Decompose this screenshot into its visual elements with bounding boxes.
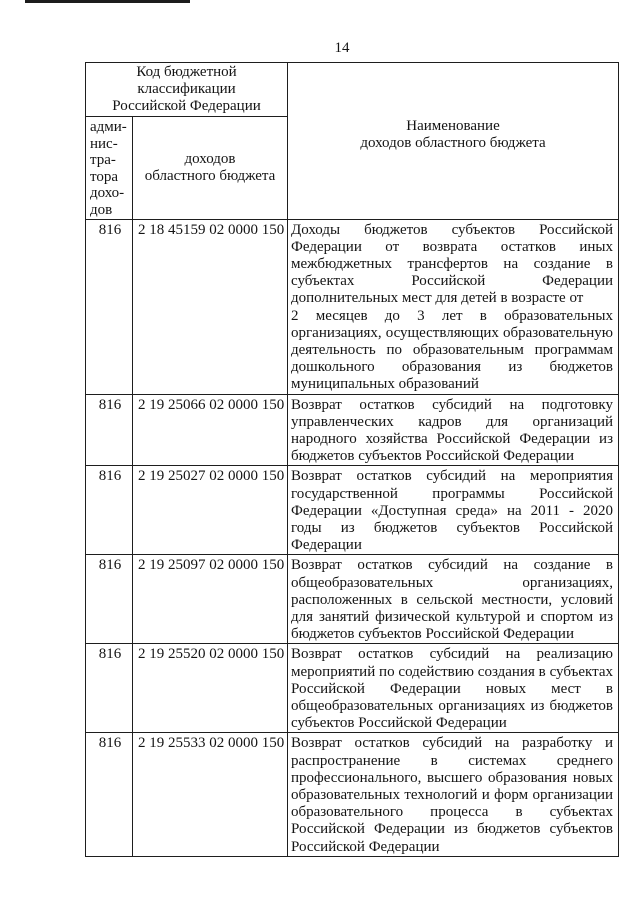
header-administrator: адми- нис- тра- тора дохо- дов (86, 117, 133, 220)
scan-edge-mark (25, 0, 190, 3)
income-name-cell: Возврат остатков субсидий на подготовку управленческих кадров для организаций народного хозяйства Российской Федерации из бюджетов субъектов Российской Федерации (288, 394, 619, 466)
budget-code-cell: 2 18 45159 02 0000 150 (133, 219, 288, 394)
page-number: 14 (334, 40, 350, 56)
income-name-cell: Возврат остатков субсидий на реализацию мероприятий по содействию создания в субъектах Российской Федерации новых мест в общеобразовательных организациях из бюджетов субъектов Российской Федерации (288, 644, 619, 733)
budget-code-cell: 2 19 25533 02 0000 150 (133, 733, 288, 856)
table-header-row (86, 63, 619, 117)
header-income-name: Наименование доходов областного бюджета (288, 63, 619, 220)
admin-code-cell: 816 (86, 219, 133, 394)
income-name-cell: Доходы бюджетов субъектов Российской Федерации от возврата остатков иных межбюджетных трансфертов на создание в субъектах Российской Федерации дополнительных мест для детей в возрасте от 2 месяцев до 3 лет в образовательных организациях, осуществляющих образовательную деятельность по образовательным программам дошкольного образования из бюджетов муниципальных образований (288, 219, 619, 394)
income-name-cell: Возврат остатков субсидий на создание в общеобразовательных организациях, расположенных в сельской местности, условий для занятий физической культурой и спортом из бюджетов субъектов Российской Федерации (288, 555, 619, 644)
table-row (86, 644, 619, 733)
table-row (86, 555, 619, 644)
budget-code-cell: 2 19 25027 02 0000 150 (133, 466, 288, 555)
table-row (86, 394, 619, 466)
table-row (86, 733, 619, 856)
budget-code-cell: 2 19 25097 02 0000 150 (133, 555, 288, 644)
budget-classification-table (85, 62, 619, 857)
admin-code-cell: 816 (86, 466, 133, 555)
header-code-group: Код бюджетной классификации Российской Федерации (86, 63, 288, 117)
table-row (86, 466, 619, 555)
income-name-cell: Возврат остатков субсидий на мероприятия государственной программы Российской Федерации «Доступная среда» на 2011 - 2020 годы из бюджетов субъектов Российской Федерации (288, 466, 619, 555)
budget-code-cell: 2 19 25520 02 0000 150 (133, 644, 288, 733)
table-row (86, 219, 619, 394)
admin-code-cell: 816 (86, 733, 133, 856)
income-name-cell: Возврат остатков субсидий на разработку и распространение в системах среднего профессионального, высшего образования новых образовательных технологий и форм организации образовательного процесса в субъектах Российской Федерации из бюджетов субъектов Российской Федерации (288, 733, 619, 856)
admin-code-cell: 816 (86, 644, 133, 733)
admin-code-cell: 816 (86, 394, 133, 466)
budget-code-cell: 2 19 25066 02 0000 150 (133, 394, 288, 466)
header-income-code: доходов областного бюджета (133, 117, 288, 220)
admin-code-cell: 816 (86, 555, 133, 644)
